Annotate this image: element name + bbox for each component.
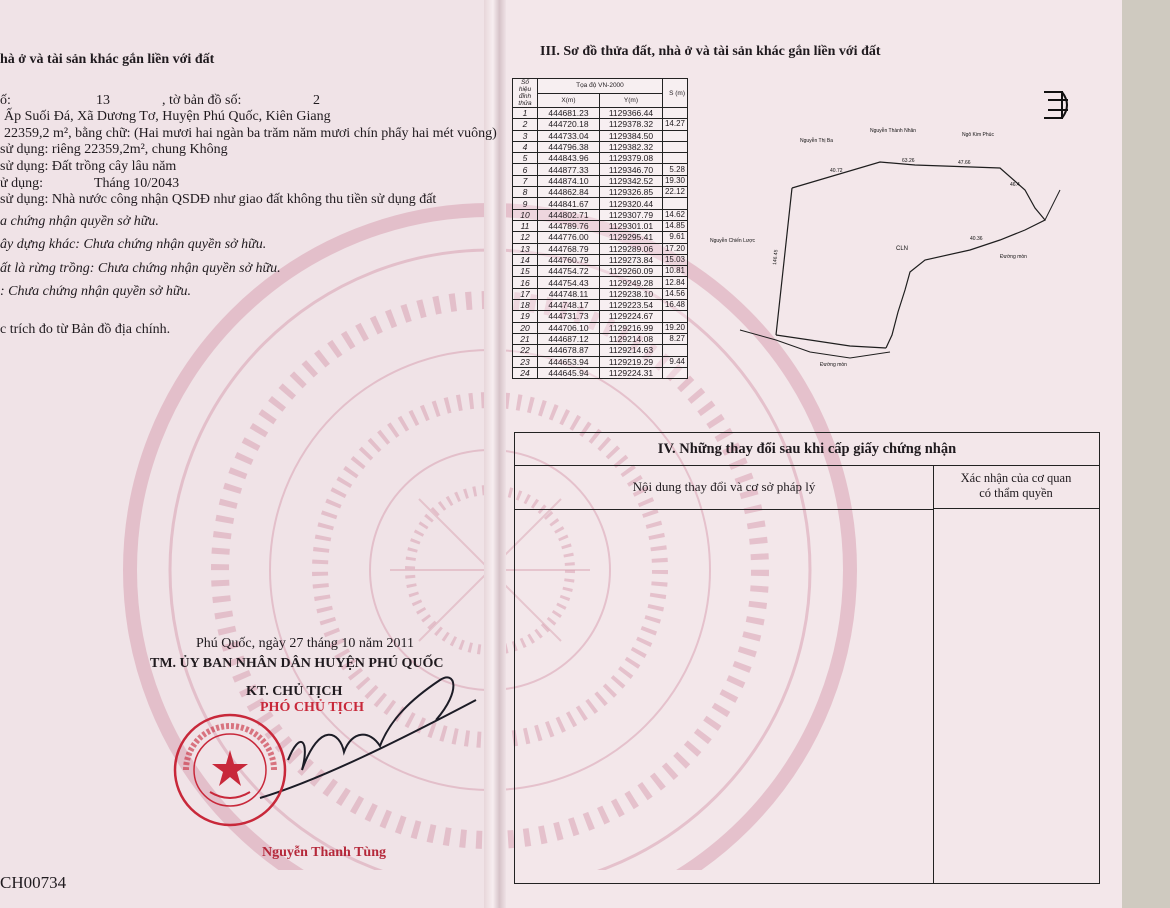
x-coordinate: 444760.79 [537, 254, 599, 265]
vertex-number: 5 [513, 153, 538, 164]
x-coordinate: 444768.79 [537, 243, 599, 254]
edge-length: 8.27 [662, 333, 687, 344]
parcel-label: ố: [0, 93, 11, 108]
north-arrow-icon [1040, 88, 1074, 124]
usage-origin: sử dụng: Nhà nước công nhận QSDĐ như giao đất không thu tiền sử dụng đất [0, 192, 437, 207]
x-coordinate: 444877.33 [537, 164, 599, 175]
edge-length [662, 311, 687, 322]
y-coordinate: 1129320.44 [599, 198, 662, 209]
coordinate-row [513, 254, 688, 265]
edge-length: 22.12 [662, 187, 687, 198]
vice-chairman: PHÓ CHỦ TỊCH [260, 700, 364, 715]
coordinate-row [513, 187, 688, 198]
y-coordinate: 1129214.63 [599, 345, 662, 356]
construction-status: ây dựng khác: Chưa chứng nhận quyền sở hữu. [0, 237, 267, 252]
vertex-number: 24 [513, 367, 538, 378]
y-coordinate: 1129384.50 [599, 130, 662, 141]
serial-number: CH00734 [0, 873, 67, 892]
changes-table [514, 432, 1100, 884]
y-coordinate: 1129378.32 [599, 119, 662, 130]
parcel-number: 13 [96, 93, 110, 108]
x-coordinate: 444874.10 [537, 175, 599, 186]
vertex-number: 18 [513, 300, 538, 311]
term-value: Tháng 10/2043 [94, 176, 180, 191]
parcel-sketch [700, 90, 1100, 390]
vertex-number: 14 [513, 254, 538, 265]
x-coordinate: 444776.00 [537, 232, 599, 243]
y-coordinate: 1129379.08 [599, 153, 662, 164]
edge-length [662, 141, 687, 152]
map-sheet-label: , tờ bản đồ số: [162, 93, 242, 108]
edge-length [662, 345, 687, 356]
x-coordinate: 444678.87 [537, 345, 599, 356]
x-coordinate: 444789.76 [537, 220, 599, 231]
y-coordinate: 1129382.32 [599, 141, 662, 152]
y-coordinate: 1129307.79 [599, 209, 662, 220]
changes-col-content: Nội dung thay đổi và cơ sở pháp lý [515, 465, 934, 510]
background-surface [1122, 0, 1170, 908]
map-sheet-number: 2 [313, 93, 320, 108]
term-label: ử dụng: [0, 176, 43, 191]
edge-length [662, 108, 687, 119]
vertex-number: 8 [513, 187, 538, 198]
vertex-number: 12 [513, 232, 538, 243]
coordinate-row [513, 175, 688, 186]
section3-title: III. Sơ đồ thửa đất, nhà ở và tài sản khác gắn liền với đất [540, 44, 881, 59]
x-coordinate: 444748.17 [537, 300, 599, 311]
x-coordinate: 444720.18 [537, 119, 599, 130]
x-coordinate: 444706.10 [537, 322, 599, 333]
coordinate-row [513, 130, 688, 141]
changes-divider [933, 509, 934, 883]
owner-label-3: Ngô Kim Phúc [962, 132, 994, 138]
sign-date: Phú Quốc, ngày 27 tháng 10 năm 2011 [196, 636, 415, 651]
edge-length [662, 153, 687, 164]
y-coordinate: 1129214.08 [599, 333, 662, 344]
col-x-header: X(m) [537, 93, 599, 108]
perennial-status: : Chưa chứng nhận quyền sở hữu. [0, 284, 191, 299]
y-coordinate: 1129273.84 [599, 254, 662, 265]
vertex-number: 11 [513, 220, 538, 231]
x-coordinate: 444731.73 [537, 311, 599, 322]
authority-name: TM. ỦY BAN NHÂN DÂN HUYỆN PHÚ QUỐC [150, 656, 444, 671]
y-coordinate: 1129295.41 [599, 232, 662, 243]
vertex-number: 4 [513, 141, 538, 152]
edge-length: 10.81 [662, 266, 687, 277]
vertex-number: 13 [513, 243, 538, 254]
owner-label-4: Nguyễn Chiến Lược [710, 238, 755, 244]
coordinate-row [513, 153, 688, 164]
vertex-number: 22 [513, 345, 538, 356]
coordinate-row [513, 141, 688, 152]
edge-length [662, 130, 687, 141]
coordinate-table [512, 78, 688, 379]
area-line: 22359,2 m², bằng chữ: (Hai mươi hai ngàn ba trăm năm mươi chín phẩy hai mét vuông) [4, 126, 497, 141]
usage-form: sử dụng: riêng 22359,2m², chung Không [0, 142, 228, 157]
edge-length [662, 367, 687, 378]
coordinate-row [513, 277, 688, 288]
edge-length-6: 146.45 [772, 249, 780, 266]
coordinate-row [513, 288, 688, 299]
edge-length: 19.20 [662, 322, 687, 333]
edge-length: 19.30 [662, 175, 687, 186]
coordinate-row [513, 198, 688, 209]
y-coordinate: 1129301.01 [599, 220, 662, 231]
edge-length: 16.48 [662, 300, 687, 311]
signer-name: Nguyễn Thanh Tùng [262, 845, 386, 860]
vertex-number: 2 [513, 119, 538, 130]
x-coordinate: 444754.43 [537, 277, 599, 288]
x-coordinate: 444843.96 [537, 153, 599, 164]
edge-length: 5.28 [662, 164, 687, 175]
coordinate-row [513, 300, 688, 311]
edge-length: 17.20 [662, 243, 687, 254]
road-label-2: Đường mòn [820, 362, 847, 368]
changes-col-confirm [933, 465, 1099, 509]
address: Ấp Suối Đá, Xã Dương Tơ, Huyện Phú Quốc, Kiên Giang [4, 109, 331, 124]
y-coordinate: 1129289.06 [599, 243, 662, 254]
y-coordinate: 1129326.85 [599, 187, 662, 198]
coordinate-row [513, 209, 688, 220]
y-coordinate: 1129249.28 [599, 277, 662, 288]
y-coordinate: 1129224.31 [599, 367, 662, 378]
edge-length [662, 198, 687, 209]
survey-note: c trích đo từ Bản đồ địa chính. [0, 322, 171, 337]
official-stamp [172, 712, 288, 828]
x-coordinate: 444653.94 [537, 356, 599, 367]
house-status: a chứng nhận quyền sở hữu. [0, 214, 159, 229]
y-coordinate: 1129224.67 [599, 311, 662, 322]
usage-purpose: sử dụng: Đất trồng cây lâu năm [0, 159, 177, 174]
vertex-number: 9 [513, 198, 538, 209]
vertex-number: 20 [513, 322, 538, 333]
x-coordinate: 444802.71 [537, 209, 599, 220]
y-coordinate: 1129342.52 [599, 175, 662, 186]
edge-length-2: 63.26 [902, 158, 915, 164]
y-coordinate: 1129219.29 [599, 356, 662, 367]
coordinate-row [513, 367, 688, 378]
vertex-number: 17 [513, 288, 538, 299]
vertex-number: 23 [513, 356, 538, 367]
vertex-number: 21 [513, 333, 538, 344]
y-coordinate: 1129260.09 [599, 266, 662, 277]
coordinate-row [513, 311, 688, 322]
edge-length: 14.62 [662, 209, 687, 220]
x-coordinate: 444862.84 [537, 187, 599, 198]
forest-status: ất là rừng trồng: Chưa chứng nhận quyền sở hữu. [0, 261, 281, 276]
owner-label-1: Nguyễn Thị Ba [800, 138, 833, 144]
coordinate-row [513, 243, 688, 254]
edge-length-4: 46.4 [1010, 182, 1020, 188]
x-coordinate: 444796.38 [537, 141, 599, 152]
y-coordinate: 1129366.44 [599, 108, 662, 119]
x-coordinate: 444681.23 [537, 108, 599, 119]
edge-length: 9.44 [662, 356, 687, 367]
edge-length: 12.84 [662, 277, 687, 288]
coordinate-row [513, 164, 688, 175]
vertex-number: 6 [513, 164, 538, 175]
left-heading: hà ở và tài sản khác gắn liền với đất [0, 52, 215, 67]
col-y-header: Y(m) [599, 93, 662, 108]
x-coordinate: 444645.94 [537, 367, 599, 378]
section4-title: IV. Những thay đổi sau khi cấp giấy chứng nhận [515, 433, 1099, 466]
coordinate-row [513, 220, 688, 231]
coordinate-row [513, 266, 688, 277]
col-length-header: S (m) [662, 79, 687, 108]
coordinate-row [513, 356, 688, 367]
y-coordinate: 1129346.70 [599, 164, 662, 175]
x-coordinate: 444754.72 [537, 266, 599, 277]
vertex-number: 3 [513, 130, 538, 141]
coordinate-rows [513, 108, 688, 379]
edge-length: 9.61 [662, 232, 687, 243]
edge-length-5: 40.36 [970, 236, 983, 242]
col-vertex-header: Số hiệu đỉnh thửa [513, 79, 538, 108]
vertex-number: 16 [513, 277, 538, 288]
edge-length: 14.27 [662, 119, 687, 130]
coordinate-row [513, 322, 688, 333]
vertex-number: 7 [513, 175, 538, 186]
vertex-number: 15 [513, 266, 538, 277]
road-label-1: Đường mòn [1000, 254, 1027, 260]
coordinate-row [513, 108, 688, 119]
edge-length: 15.03 [662, 254, 687, 265]
confirm-line-1: Xác nhận của cơ quan [960, 471, 1072, 485]
parcel-code: CLN [896, 246, 909, 252]
vertex-number: 1 [513, 108, 538, 119]
vertex-number: 10 [513, 209, 538, 220]
x-coordinate: 444687.12 [537, 333, 599, 344]
coordinate-row [513, 345, 688, 356]
col-coord-header: Tọa độ VN-2000 [537, 79, 662, 94]
edge-length-1: 40.72 [830, 168, 843, 174]
x-coordinate: 444748.11 [537, 288, 599, 299]
confirm-line-2: có thẩm quyền [979, 486, 1053, 500]
y-coordinate: 1129223.54 [599, 300, 662, 311]
coordinate-row [513, 119, 688, 130]
edge-length-3: 47.66 [958, 160, 971, 166]
y-coordinate: 1129216.99 [599, 322, 662, 333]
edge-length: 14.56 [662, 288, 687, 299]
vertex-number: 19 [513, 311, 538, 322]
coordinate-row [513, 232, 688, 243]
y-coordinate: 1129238.10 [599, 288, 662, 299]
edge-length: 14.85 [662, 220, 687, 231]
owner-label-2: Nguyễn Thành Nhân [870, 128, 917, 134]
x-coordinate: 444841.67 [537, 198, 599, 209]
coordinate-row [513, 333, 688, 344]
chairman-kt: KT. CHỦ TỊCH [246, 684, 343, 699]
x-coordinate: 444733.04 [537, 130, 599, 141]
